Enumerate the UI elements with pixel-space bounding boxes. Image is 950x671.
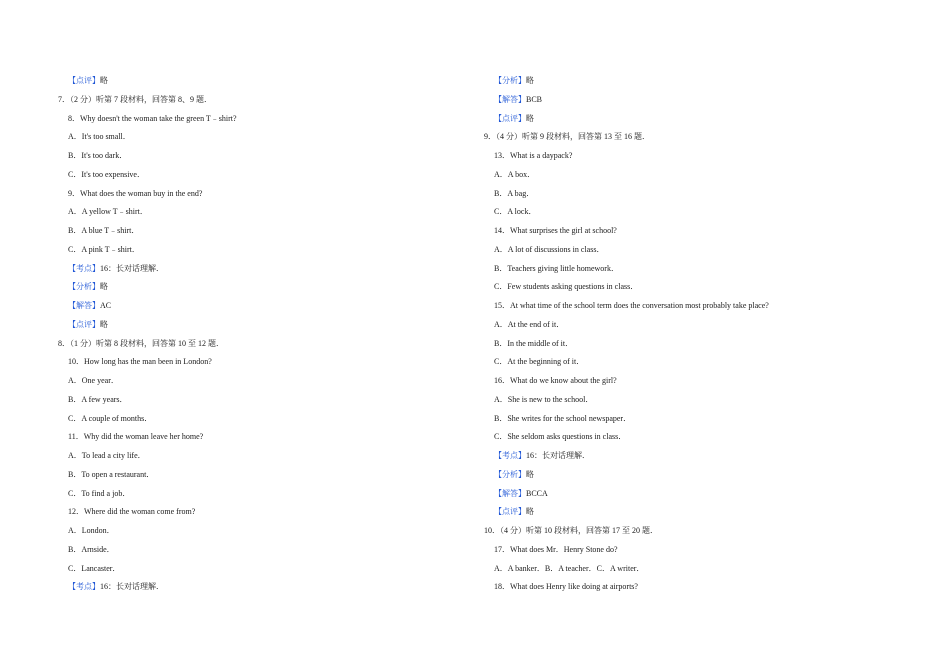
question-line: B．A blue T﹣shirt． [68, 226, 140, 235]
note-text: 16：长对话理解． [526, 451, 590, 460]
note-text: 略 [100, 76, 108, 85]
question-line: B．Arnside． [68, 544, 115, 554]
note-tag: 【解答】 [494, 488, 526, 498]
note-tag: 【点评】 [494, 113, 526, 123]
question-line: A．A lot of discussions in class． [494, 244, 605, 254]
note-tag: 【考点】 [494, 451, 526, 460]
question-line: C．She seldom asks questions in class． [494, 432, 627, 442]
note-tag: 【考点】 [68, 263, 100, 273]
answer-note-line [484, 447, 924, 466]
question-line: C．At the beginning of it． [494, 357, 585, 367]
note-text: BCCA [526, 488, 548, 498]
question-line: C．A pink T﹣shirt． [68, 244, 140, 254]
answer-note-line [484, 466, 924, 485]
note-tag: 【点评】 [494, 507, 526, 517]
question-heading: 10．（4 分）听第 10 段材料，回答第 17 至 20 题． [484, 526, 658, 535]
question-line: C．A couple of months． [68, 413, 153, 423]
note-tag: 【解答】 [494, 94, 526, 104]
question-line: A．A yellow T﹣shirt． [68, 207, 148, 217]
note-text: 略 [526, 113, 534, 123]
answer-note-line [484, 72, 924, 91]
question-line: C．Few students asking questions in class． [494, 282, 639, 292]
left-column [58, 72, 458, 597]
question-line: A．To lead a city life． [68, 451, 146, 460]
question-line: C．A lock． [494, 207, 537, 217]
question-line: C．Lancaster． [68, 563, 121, 573]
answer-note-line [58, 278, 458, 297]
note-tag: 【分析】 [494, 469, 526, 479]
answer-note-line [484, 503, 924, 522]
question-line: 14．What surprises the girl at school? [494, 226, 617, 235]
answer-note-line [58, 72, 458, 91]
question-line: B．To open a restaurant． [68, 469, 155, 479]
answer-note-line [58, 578, 458, 597]
note-tag-label: 点评 [76, 76, 92, 85]
note-text: 略 [526, 76, 534, 85]
note-tag-label: 解答 [502, 488, 518, 498]
note-tag-label: 分析 [76, 282, 92, 292]
note-text: BCB [526, 94, 543, 104]
question-line: 17．What does Mr．Henry Stone do? [494, 544, 618, 554]
note-text: 略 [526, 469, 534, 479]
question-line: 15．At what time of the school term does the conversation most probably take place? [494, 301, 769, 310]
question-line: B．A few years． [68, 394, 128, 404]
note-tag: 【解答】 [68, 301, 100, 310]
note-tag: 【点评】 [68, 76, 100, 85]
note-tag-label: 点评 [76, 319, 92, 329]
note-text: 16：长对话理解． [100, 263, 164, 273]
question-line: 9．What does the woman buy in the end? [68, 188, 203, 198]
note-tag: 【分析】 [68, 282, 100, 292]
note-tag-label: 考点 [76, 582, 92, 592]
right-column [484, 72, 924, 597]
question-line: 16．What do we know about the girl? [494, 376, 617, 385]
question-line: A．A box． [494, 169, 536, 179]
question-line: C．It's too expensive． [68, 169, 145, 179]
note-tag-label: 分析 [502, 76, 518, 85]
question-line: A．She is new to the school． [494, 394, 594, 404]
note-text: 略 [100, 282, 108, 292]
question-line: 18．What does Henry like doing at airports? [494, 582, 638, 592]
note-tag-label: 考点 [502, 451, 518, 460]
question-line: B．She writes for the school newspaper． [494, 413, 632, 423]
note-text: 16：长对话理解． [100, 582, 164, 592]
question-line: 11．Why did the woman leave her home? [68, 432, 204, 442]
note-tag-label: 考点 [76, 263, 92, 273]
note-text: 略 [100, 319, 108, 329]
question-line: B．In the middle of it． [494, 338, 574, 348]
question-heading: 7．（2 分）听第 7 段材料，回答第 8、9 题． [58, 94, 212, 104]
question-line: 13．What is a daypack? [494, 151, 573, 160]
question-line: 12．Where did the woman come from? [68, 507, 196, 517]
question-heading: 9．（4 分）听第 9 段材料，回答第 13 至 16 题． [484, 132, 650, 142]
note-text: 略 [526, 507, 534, 517]
note-tag: 【考点】 [68, 582, 100, 592]
note-tag-label: 解答 [76, 301, 92, 310]
note-tag-label: 点评 [502, 507, 518, 517]
question-line: A．One year． [68, 376, 119, 385]
question-heading: 8．（1 分）听第 8 段材料，回答第 10 至 12 题． [58, 338, 224, 348]
question-line: C．To find a job． [68, 488, 131, 498]
answer-note-line [58, 260, 458, 279]
question-line: A．A banker．B．A teacher．C．A writer． [494, 563, 645, 573]
answer-note-line [58, 316, 458, 335]
answer-note-line [484, 91, 924, 110]
question-line: 10．How long has the man been in London? [68, 357, 212, 367]
question-line: A．London． [68, 526, 115, 535]
question-line: 8．Why doesn't the woman take the green T﹣shirt? [68, 113, 237, 123]
question-line: B．A bag． [494, 188, 535, 198]
note-tag-label: 解答 [502, 94, 518, 104]
answer-note-line [58, 297, 458, 316]
note-tag: 【点评】 [68, 319, 100, 329]
question-line: B．It's too dark． [68, 151, 128, 160]
note-text: AC [100, 301, 112, 310]
answer-note-line [484, 485, 924, 504]
note-tag-label: 分析 [502, 469, 518, 479]
note-tag-label: 点评 [502, 113, 518, 123]
question-line: A．At the end of it． [494, 319, 565, 329]
answer-note-line [484, 110, 924, 129]
note-tag: 【分析】 [494, 76, 526, 85]
question-line: A．It's too small． [68, 132, 131, 142]
question-line: B．Teachers giving little homework． [494, 263, 619, 273]
